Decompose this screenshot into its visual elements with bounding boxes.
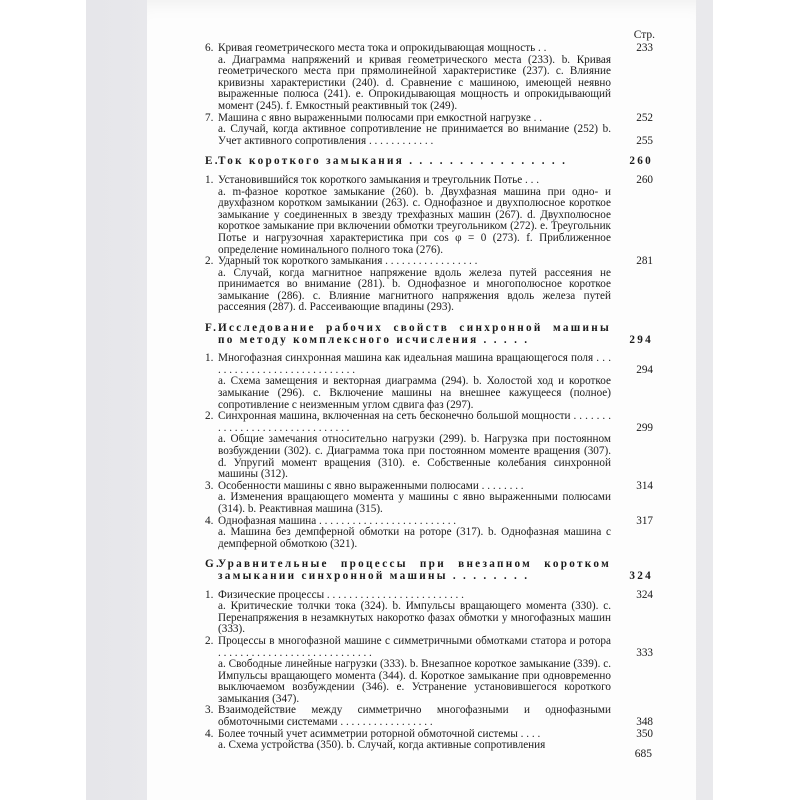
toc-section	[205, 559, 653, 582]
toc-entry-heading	[205, 42, 653, 55]
toc-entry-number: 2.	[205, 410, 214, 423]
toc-list	[205, 43, 653, 752]
toc-entry	[205, 256, 653, 314]
toc-entry-heading	[205, 352, 653, 376]
toc-subentry-text: а. Схема замещения и векторная диаграмма (294). b. Холостой ход и короткое замыкание (296). c. Включение машины на внешнее кажущееся (полное) сопротивление с неизменным углом сдвига фаз (297).	[218, 375, 611, 411]
toc-entry-page: 281	[636, 255, 653, 268]
toc-subentry-text: а. Диаграмма напряжений и кривая геометрического места (233). b. Кривая геометрического места при прямолинейной характеристике (237). c. Влияние кривизны характеристики (240). d. Сравнение с машиною, имеющей неявно выраженные полюса (241). e. Опрокидывающая мощность и опрокидывающий момент (245). f. Емкостный реактивный ток (249).	[218, 53, 611, 112]
toc-entry-page: 299	[636, 421, 653, 434]
toc-entry-page: 333	[636, 646, 653, 659]
toc-entry-page: 233	[636, 42, 653, 54]
toc-entry-page: 252	[636, 111, 653, 124]
toc-section	[205, 323, 653, 346]
toc-entry-number: 2.	[205, 255, 214, 268]
toc-entry-title: Процессы в многофазной машине с симметричными обмотками статора и ротора . . . . . . . . . . . . . . . . . . . . . . . . . . . .	[218, 634, 611, 659]
toc-entry	[205, 729, 653, 752]
toc-entry-heading	[205, 704, 653, 729]
toc-entry-number: 1.	[205, 588, 214, 601]
toc-entry	[205, 636, 653, 706]
toc-entry-number: F.	[205, 322, 219, 335]
toc-entry-heading	[205, 255, 653, 268]
toc-entry	[205, 590, 653, 636]
toc-entry-page: 294	[636, 363, 653, 376]
toc-entry-title: Многофазная синхронная машина как идеальная машина вращающегося поля . . . . . . . . . . . . . . . . . . . . . . . . . . . .	[218, 352, 611, 376]
toc-subentries	[205, 601, 611, 636]
page-column-header: Стр.	[633, 29, 655, 41]
toc-subentries	[205, 123, 653, 147]
toc-entry-title: Машина с явно выраженными полюсами при емкостной нагрузке . .	[218, 111, 543, 124]
toc-entry-number: 2.	[205, 634, 214, 647]
toc-subentry-text: а. Случай, когда магнитное напряжение вдоль железа путей рассеяния не принимается во внимание (281). b. Однофазное и многополюсное короткое замыкание (286). c. Влияние магнитного напряжения вдоль железа путей рассеяния (287). d. Рассеивающие впадины (293).	[218, 266, 611, 314]
toc-entry-number: 7.	[205, 111, 214, 124]
toc-subentries	[205, 740, 611, 752]
toc-entry-title: Ударный ток короткого замыкания . . . . . . . . . . . . . . . . .	[218, 255, 478, 268]
toc-entry-heading	[205, 558, 653, 582]
section-gap	[205, 550, 653, 554]
toc-subentry-text: а. Изменения вращающего момента у машины с явно выраженными полюсами (314). b. Реактивная машина (315).	[218, 491, 611, 515]
toc-subentries	[205, 492, 611, 515]
table-of-contents	[205, 30, 653, 752]
toc-entry	[205, 353, 653, 411]
toc-entry	[205, 175, 653, 256]
toc-subentry-text: а. Случай, когда активное сопротивление не принимается во внимание (252) b. Учет активного сопротивления . . . . . . . . . . . .	[218, 123, 611, 147]
toc-entry	[205, 516, 653, 551]
toc-entry-page: 350	[636, 727, 653, 740]
toc-entry-title: Взаимодействие между симметрично многофазными и однофазными обмоточными системами . . . . . . . . . . . . . . . . .	[218, 704, 611, 729]
toc-entry-title: Синхронная машина, включенная на сеть бесконечно большой мощности . . . . . . . . . . . . . . . . . . . . . . . . . . . . . . .	[218, 410, 611, 434]
toc-entry-heading	[205, 410, 653, 434]
toc-entry-number: 4.	[205, 727, 214, 740]
toc-subentry-page: 255	[636, 134, 653, 147]
toc-subentries	[205, 55, 611, 113]
toc-entry-title: Более точный учет асимметрии роторной обмоточной системы . . . .	[218, 727, 541, 740]
toc-subentry-text: а. Свободные линейные нагрузки (333). b. Внезапное короткое замыкание (339). c. Импульсы вращающего момента (344). d. Короткое замыкание при одновременно выключаемом возбуждении (346). e. Устранение установившегося короткого замыкания (347).	[218, 658, 611, 705]
toc-entry	[205, 43, 653, 113]
toc-entry-page: 260	[629, 155, 653, 168]
toc-section	[205, 156, 653, 168]
toc-entry-title: Уравнительные процессы при внезапном коротком замыкании синхронной машины . . . . . . . .	[218, 558, 611, 582]
toc-entry-heading	[205, 173, 653, 187]
toc-entry	[205, 411, 653, 481]
toc-entry-title: Установившийся ток короткого замыкания и треугольник Потье . . .	[218, 173, 540, 186]
toc-subentries	[205, 659, 611, 705]
toc-subentries	[205, 434, 611, 480]
toc-subentries	[205, 527, 611, 550]
toc-entry-title: Однофазная машина . . . . . . . . . . . . . . . . . . . . . . . . .	[218, 514, 457, 527]
section-gap	[205, 147, 653, 151]
toc-entry-heading	[205, 155, 653, 168]
toc-subentry-text: а. m-фазное короткое замыкание (260). b. Двухфазная машина при одно- и двухфазном коротком замыкании (263). c. Однофазное и двухполюсное короткое замыкание у соединенных в звезду трехфазных машин (267). d. Двухполюсное короткое замыкание при включении обмотки треугольником (272). e. Треугольник Потье и нагрузочная характеристика при cos φ = 0 (273). f. Приближенное определение номинального полного тока (276).	[218, 185, 611, 256]
toc-subentry-text: а. Схема устройства (350). b. Случай, когда активные сопротивления	[218, 739, 546, 752]
toc-entry	[205, 481, 653, 516]
toc-entry-page: 324	[629, 569, 653, 582]
toc-entry-number: 6.	[205, 42, 214, 54]
toc-entry-number: 4.	[205, 514, 214, 527]
toc-entry-page: 317	[636, 514, 653, 527]
toc-subentries	[205, 187, 611, 257]
toc-entry-page: 260	[636, 173, 653, 186]
toc-entry-title: Кривая геометрического места тока и опрокидывающая мощность . .	[218, 42, 547, 54]
section-gap	[205, 314, 653, 318]
toc-entry-number: G.	[205, 558, 222, 571]
toc-entry-heading	[205, 634, 653, 659]
toc-entry-number: E.	[205, 155, 220, 168]
toc-entry-number: 1.	[205, 173, 214, 186]
toc-subentries	[205, 268, 611, 314]
toc-entry-page: 348	[636, 716, 653, 729]
toc-subentries	[205, 376, 611, 411]
page-number: 685	[634, 748, 652, 760]
toc-entry-number: 3.	[205, 704, 214, 717]
toc-entry-title: Особенности машины с явно выраженными полюсами . . . . . . . .	[218, 479, 524, 492]
toc-entry-title: Ток короткого замыкания . . . . . . . . . . . . . . . .	[218, 155, 568, 168]
toc-entry-page: 314	[636, 479, 653, 492]
toc-entry	[205, 113, 653, 148]
toc-entry-heading	[205, 322, 653, 346]
toc-entry	[205, 705, 653, 728]
toc-entry-title: Исследование рабочих свойств синхронной машины по методу комплексного исчисления . . . . .	[218, 322, 611, 346]
toc-entry-title: Физические процессы . . . . . . . . . . . . . . . . . . . . . . . . .	[218, 588, 464, 601]
toc-entry-page: 294	[629, 333, 653, 346]
toc-entry-page: 324	[636, 588, 653, 601]
toc-subentry-text: а. Критические толчки тока (324). b. Импульсы вращающего момента (330). c. Перенапряжения в незамкнутых накоротко фазах обмотки у многофазных машин (333).	[218, 600, 611, 636]
toc-entry-number: 1.	[205, 352, 214, 365]
toc-subentry-text: а. Общие замечания относительно нагрузки (299). b. Нагрузка при постоянном возбуждении (302). c. Диаграмма тока при постоянном моменте вращения (307). d. Упругий момент вращения (310). e. Собственные колебания синхронной машины (312).	[218, 433, 611, 481]
toc-subentry-text: а. Машина без демпферной обмотки на роторе (317). b. Однофазная машина с демпферной обмоткою (321).	[218, 526, 611, 550]
toc-entry-number: 3.	[205, 479, 214, 492]
